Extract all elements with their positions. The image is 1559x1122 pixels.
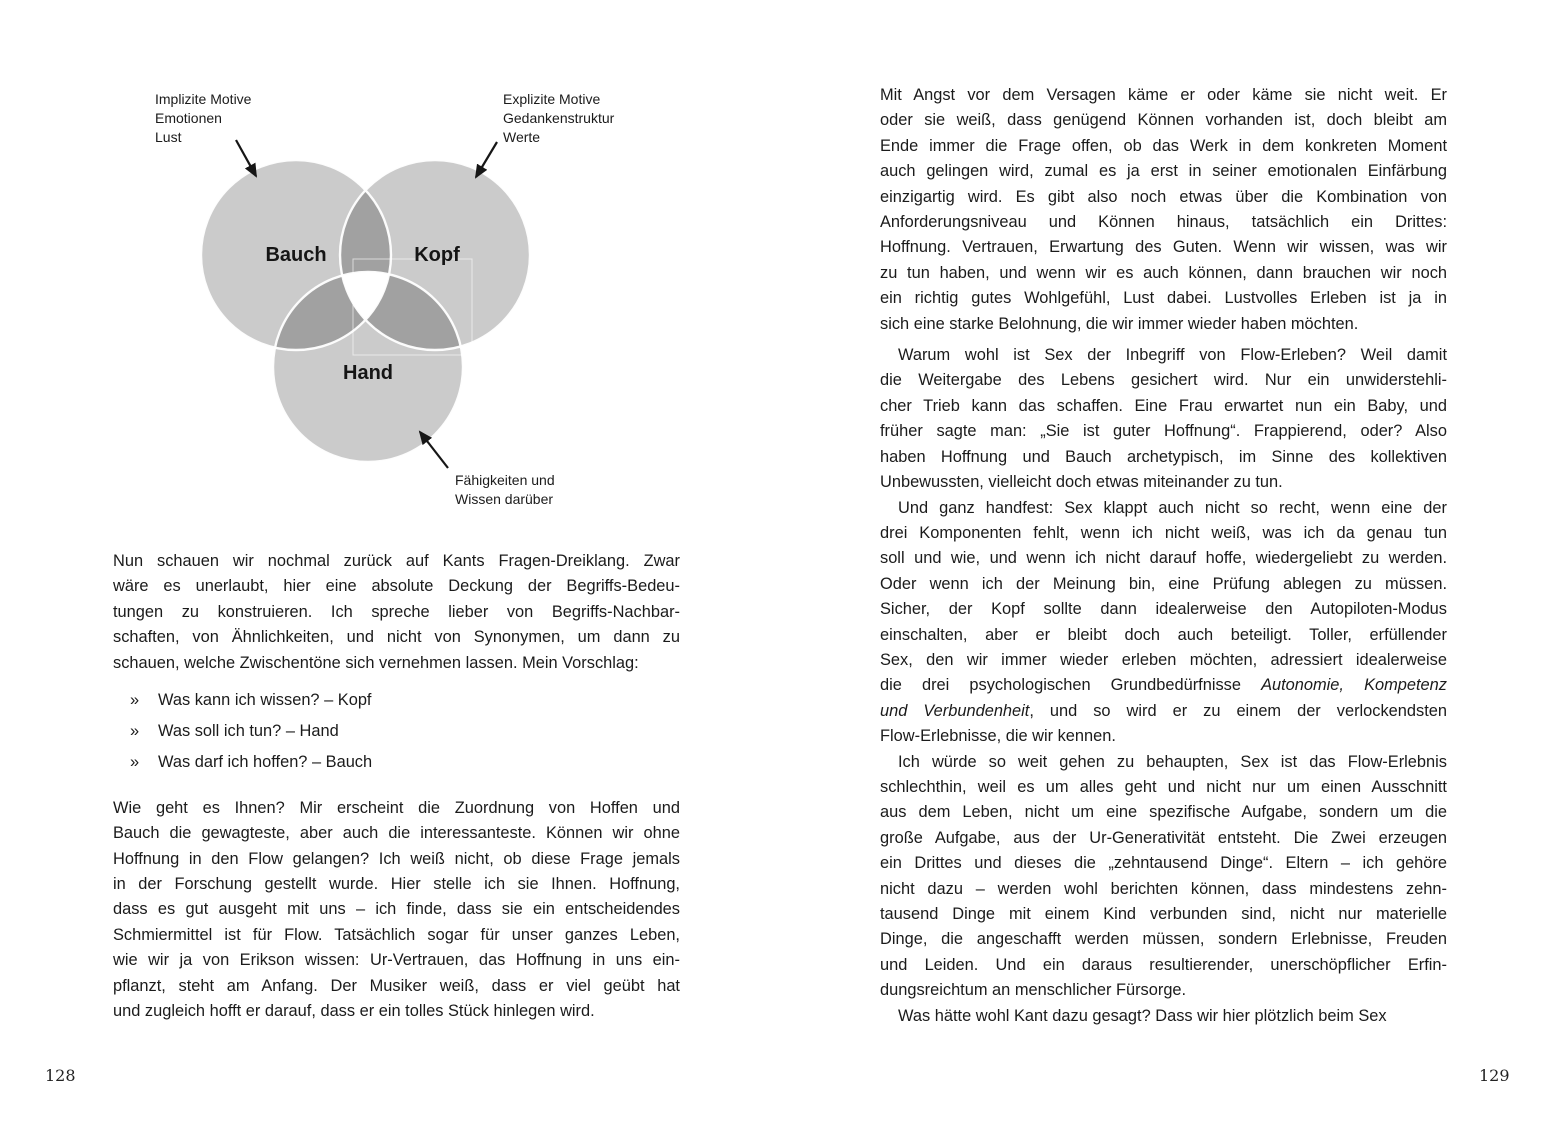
text-line: Schmiermittel ist für Flow. Tatsächlich sogar für unser ganzes Leben,: [113, 925, 680, 944]
annotation-left-line1: Implizite Motive: [155, 91, 252, 107]
bullet-marker: »: [130, 691, 140, 710]
text-line: Mit Angst vor dem Versagen käme er oder käme sie nicht weit. Er: [880, 86, 1447, 104]
text-line: die drei psychologischen Grundbedürfnisse Autonomie, Kompetenz: [880, 676, 1447, 695]
text-line: tausend Dinge mit einem Kind verbunden sind, nicht nur materielle: [880, 905, 1447, 923]
page-number-right: 129: [1479, 1066, 1510, 1085]
text-line: drei Komponenten fehlt, wenn ich nicht weiß, was ich da genau tun: [880, 523, 1447, 542]
text-line: schaften, von Ähnlichkeiten, und nicht von Synonymen, um dann zu: [113, 628, 680, 647]
text-line: Bauch die gewagteste, aber auch die interessanteste. Können wir ohne: [113, 824, 680, 843]
text-line: einschalten, aber er bleibt doch auch beteiligt. Toller, erfüllender: [880, 625, 1447, 644]
bullet-marker: »: [130, 752, 140, 771]
page-number-left: 128: [45, 1066, 76, 1085]
bullet-text: Was darf ich hoffen? – Bauch: [158, 752, 373, 771]
text-line: Ich würde so weit gehen zu behaupten, Sex ist das Flow-Erlebnis: [898, 752, 1447, 771]
text-line: die Weitergabe des Lebens gesichert wird. Nur ein unwiderstehli-: [880, 371, 1447, 390]
text-line: dungsreichtum an menschlicher Fürsorge.: [880, 981, 1187, 1000]
text-line: Nun schauen wir nochmal zurück auf Kants Fragen-Dreiklang. Zwar: [113, 552, 680, 570]
text-line: Hoffnung in den Flow gelangen? Ich weiß nicht, ob diese Frage jemals: [113, 849, 680, 868]
text-line: ein Drittes und dieses die „zehntausend Dinge“. Eltern – ich gehöre: [880, 854, 1447, 873]
text-line: Sex, den wir immer wieder erleben möchten, adressiert idealerweise: [880, 650, 1447, 669]
text-line: aus dem Leben, nicht um eine spezifische Aufgabe, sondern um die: [880, 803, 1447, 822]
text-line: einzigartig wird. Es gibt also noch etwas über die Kombination von: [880, 187, 1447, 206]
text-line: Was hätte wohl Kant dazu gesagt? Dass wir hier plötzlich beim Sex: [898, 1006, 1387, 1025]
text-line: Hoffnung. Vertrauen, Erwartung des Guten. Wenn wir wissen, was wir: [880, 238, 1447, 257]
annotation-bottom-line1: Fähigkeiten und: [455, 472, 555, 488]
text-line: ein richtig gutes Wohlgefühl, Lust dabei. Lustvolles Erleben ist ja in: [880, 289, 1447, 308]
text-line: dass es gut ausgeht mit uns – ich finde, dass sie ein entscheidendes: [113, 900, 680, 919]
annotation-right-line2: Gedankenstruktur: [503, 110, 615, 126]
paragraph: [880, 343, 1447, 495]
venn-label-bauch: Bauch: [265, 244, 327, 266]
annotation-right-line3: Werte: [503, 129, 541, 145]
text-line: Sicher, der Kopf sollte dann idealerweise den Autopiloten-Modus: [880, 600, 1447, 619]
bullet-text: Was soll ich tun? – Hand: [158, 721, 339, 740]
annotation-left-line3: Lust: [155, 129, 182, 145]
text-line: sich eine starke Belohnung, die wir immer wieder haben möchten.: [880, 314, 1359, 333]
text-line: Wie geht es Ihnen? Mir erscheint die Zuordnung von Hoffen und: [113, 798, 680, 817]
text-line: wäre es unerlaubt, hier eine absolute Deckung der Begriffs-Bedeu-: [113, 577, 680, 596]
paragraph: [880, 496, 1447, 750]
text-line: soll und wie, und wenn ich nicht darauf hoffe, wiedergeliebt zu werden.: [880, 549, 1447, 568]
paragraph: [880, 1004, 1447, 1029]
text-line: zu tun haben, und wenn wir es auch können, dann brauchen wir noch: [880, 263, 1447, 282]
text-line: tungen zu konstruieren. Ich spreche lieber von Begriffs-Nachbar-: [113, 602, 680, 621]
text-line: pflanzt, steht am Anfang. Der Musiker weiß, dass er viel geübt hat: [113, 976, 680, 995]
text-line: Unbewussten, vielleicht doch etwas miteinander zu tun.: [880, 473, 1283, 492]
text-line: schlechthin, weil es um alles geht und nicht nur um einen Ausschnitt: [880, 777, 1447, 796]
text-line: nicht dazu – werden wohl berichten können, dass mindestens zehn-: [880, 879, 1447, 898]
paragraph: [880, 83, 1447, 337]
text-line: und Verbundenheit, und so wird er zu einem der verlockendsten: [880, 701, 1448, 720]
text-line: Dinge, die angeschafft werden müssen, sondern Erlebnisse, Freuden: [880, 930, 1447, 949]
venn-label-hand: Hand: [343, 362, 393, 384]
paragraph: [880, 750, 1447, 1004]
text-line: auch gelingen wird, zumal es ja erst in seiner emotionalen Einfärbung: [880, 162, 1447, 181]
text-line: wie wir ja von Erikson wissen: Ur-Vertrauen, das Hoffnung in uns ein-: [113, 951, 680, 970]
text-line: und zugleich hofft er darauf, dass er ein tolles Stück hinlegen wird.: [113, 1002, 595, 1021]
text-line: cher Trieb kann das schaffen. Eine Frau erwartet nun ein Baby, und: [880, 396, 1447, 415]
text-line: Ende immer die Frage offen, ob das Werk in dem konkreten Moment: [880, 136, 1447, 155]
text-line: haben Hoffnung und Bauch archetypisch, im Sinne des kollektiven: [880, 447, 1447, 466]
text-line: früher sagte man: „Sie ist guter Hoffnung“. Frappierend, oder? Also: [880, 422, 1447, 441]
text-line: Flow-Erlebnisse, die wir kennen.: [880, 727, 1116, 746]
bullet-marker: »: [130, 721, 140, 740]
text-line: Oder wenn ich der Meinung bin, eine Prüfung ablegen zu müssen.: [880, 574, 1447, 593]
annotation-bottom-line2: Wissen darüber: [455, 491, 554, 507]
text-line: Warum wohl ist Sex der Inbegriff von Flow-Erleben? Weil damit: [898, 346, 1447, 365]
annotation-left-line2: Emotionen: [155, 110, 222, 126]
text-line: und Leiden. Und ein daraus resultierender, unerschöpflicher Erfin-: [880, 955, 1447, 974]
bullet-text: Was kann ich wissen? – Kopf: [158, 691, 372, 710]
text-line: große Aufgabe, aus der Ur-Generativität entsteht. Die Zwei erzeugen: [880, 828, 1447, 847]
text-line: Und ganz handfest: Sex klappt auch nicht so recht, wenn eine der: [898, 498, 1447, 517]
text-line: in der Forschung gestellt wurde. Hier stelle ich sie Ihnen. Hoffnung,: [113, 875, 680, 894]
annotation-right-line1: Explizite Motive: [503, 91, 601, 107]
text-line: schauen, welche Zwischentöne sich vernehmen lassen. Mein Vorschlag:: [113, 653, 639, 672]
text-line: oder sie weiß, dass genügend Können vorhanden ist, doch bleibt am: [880, 111, 1447, 130]
venn-label-kopf: Kopf: [414, 244, 460, 266]
right-text-column: [880, 83, 1447, 1029]
text-line: Anforderungsniveau und Können hinaus, tatsächlich ein Drittes:: [880, 213, 1447, 232]
